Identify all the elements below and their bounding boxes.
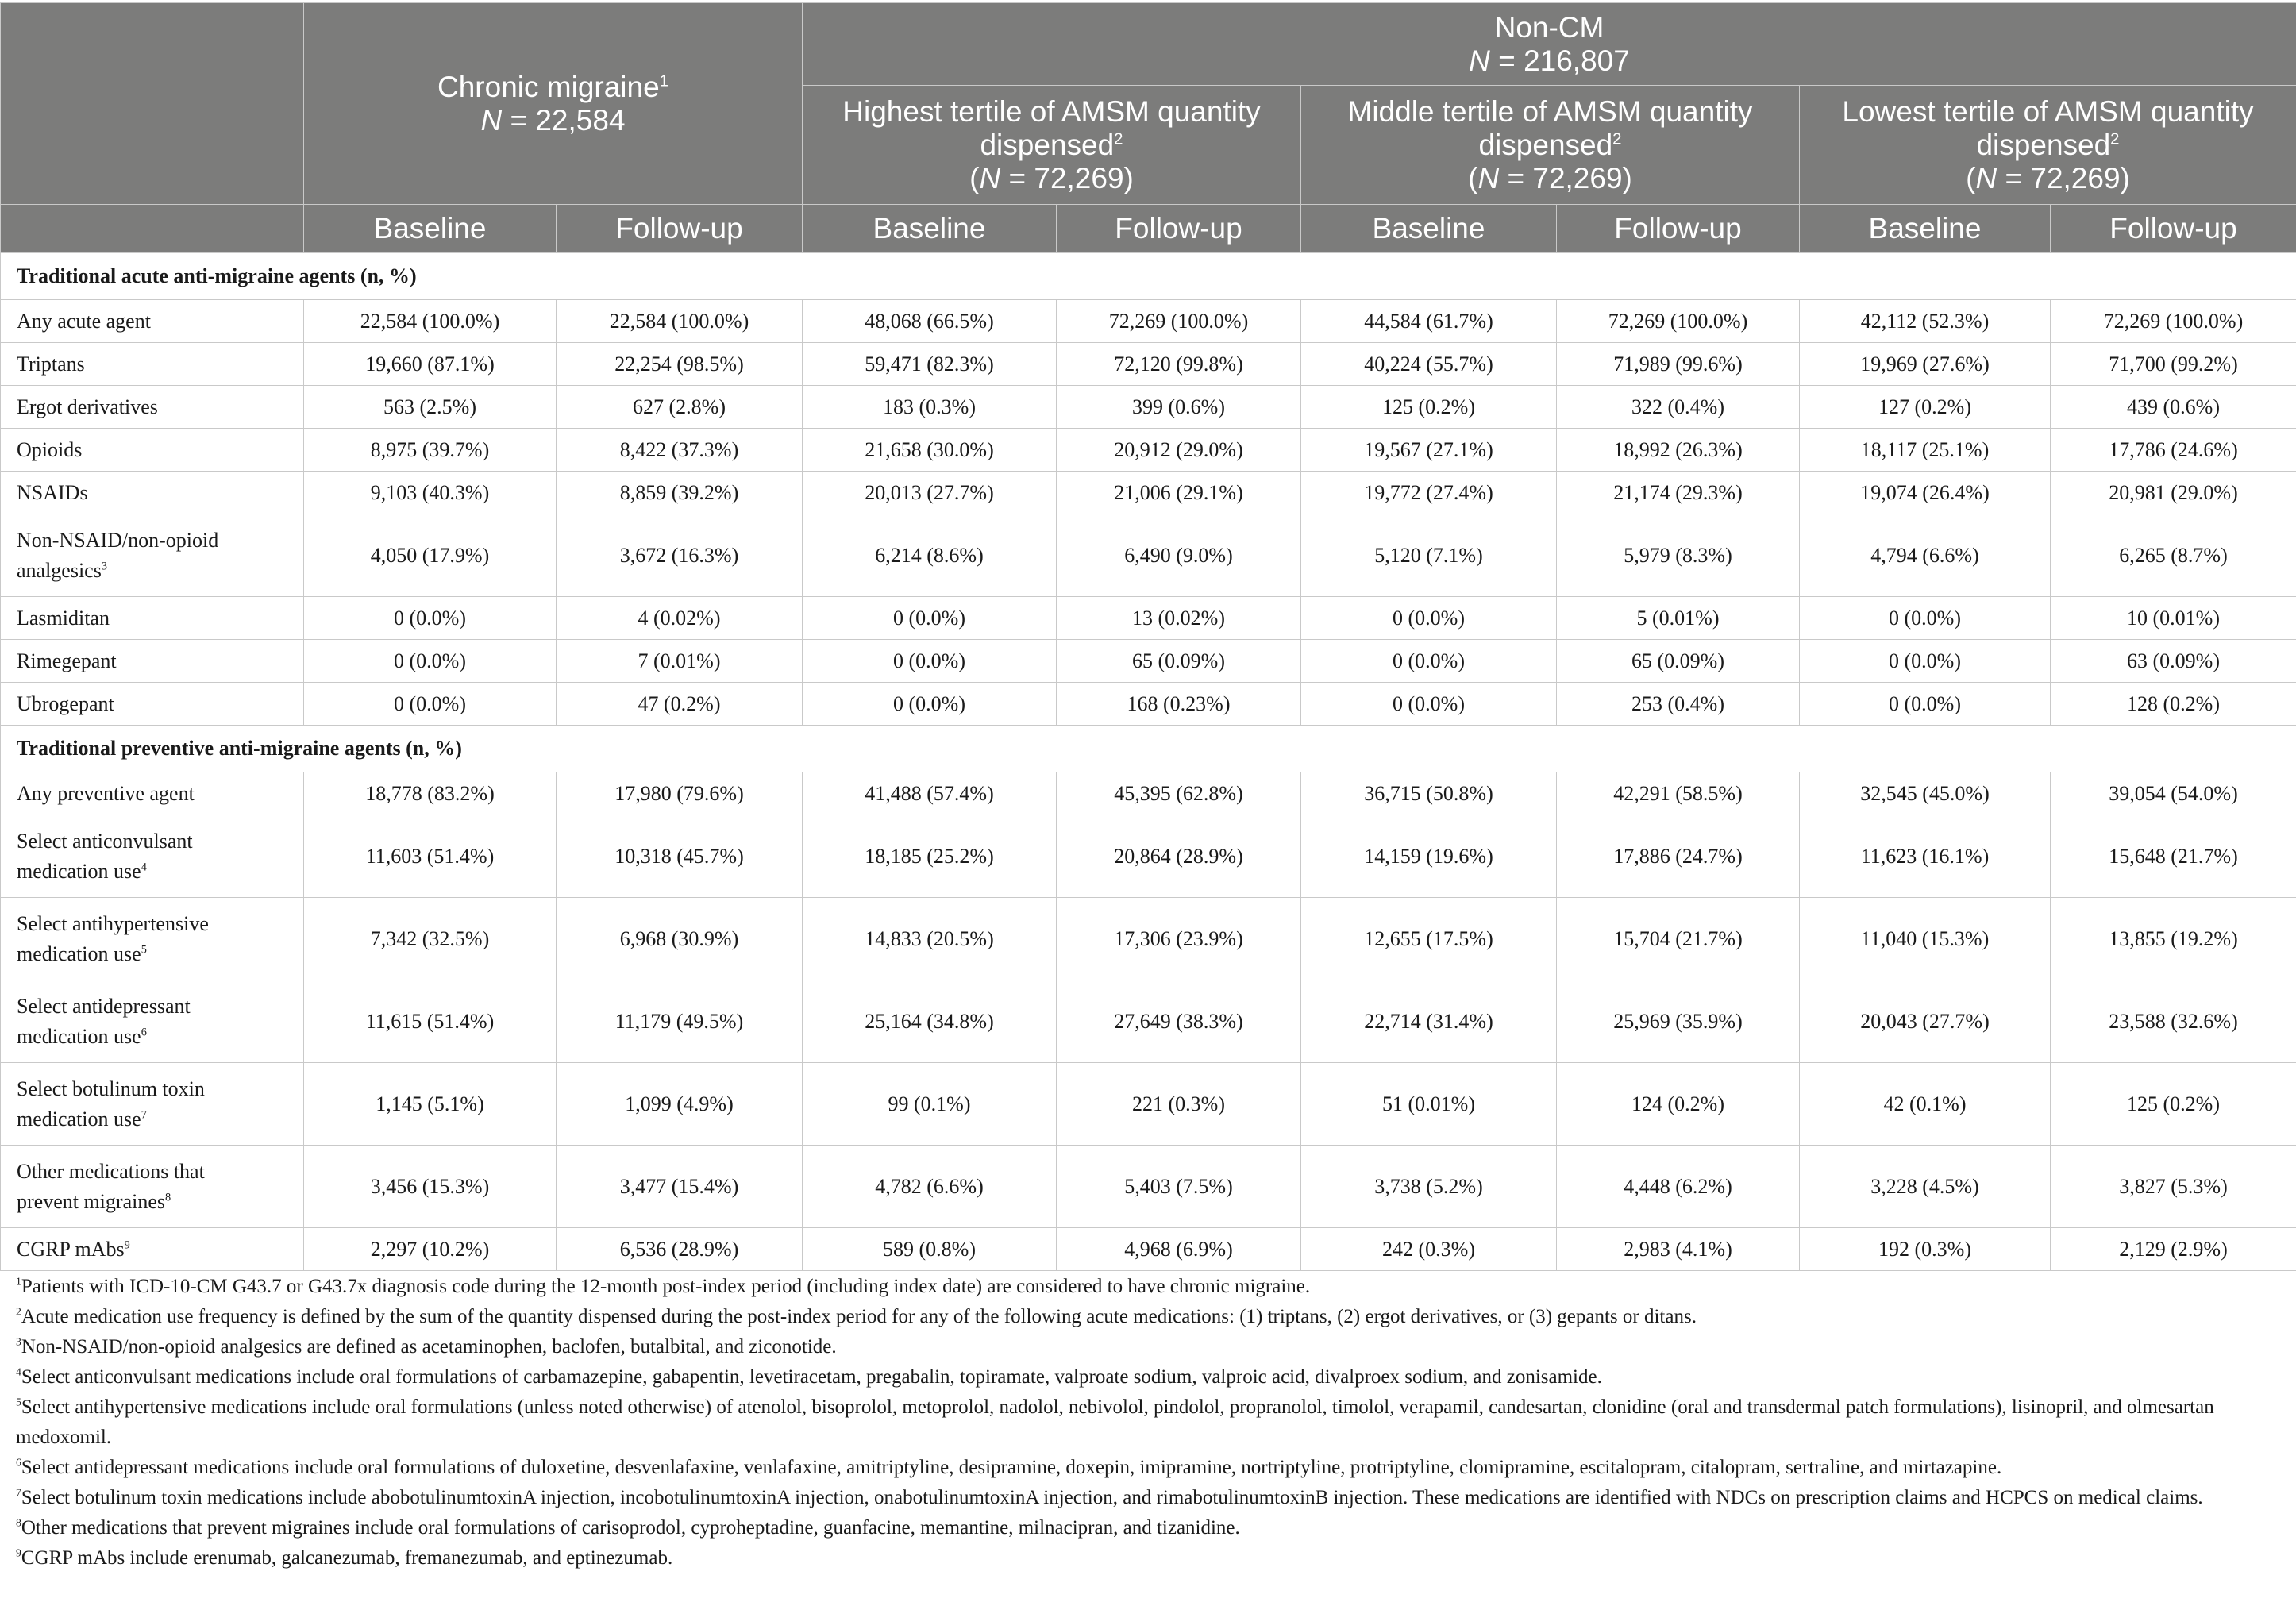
header-followup: Follow-up xyxy=(557,205,803,253)
table-cell: 439 (0.6%) xyxy=(2051,386,2296,429)
row-label: NSAIDs xyxy=(1,472,304,514)
table-cell: 399 (0.6%) xyxy=(1057,386,1301,429)
table-cell: 14,833 (20.5%) xyxy=(803,898,1057,980)
table-cell: 21,174 (29.3%) xyxy=(1557,472,1800,514)
table-cell: 65 (0.09%) xyxy=(1557,640,1800,683)
header-baseline: Baseline xyxy=(803,205,1057,253)
table-cell: 8,975 (39.7%) xyxy=(304,429,557,472)
table-row xyxy=(1,429,2296,472)
table-cell: 19,660 (87.1%) xyxy=(304,343,557,386)
table-cell: 15,704 (21.7%) xyxy=(1557,898,1800,980)
table-cell: 563 (2.5%) xyxy=(304,386,557,429)
section-title: Traditional preventive anti-migraine agents (n, %) xyxy=(1,726,2296,772)
table-cell: 242 (0.3%) xyxy=(1301,1228,1557,1271)
table-cell: 6,536 (28.9%) xyxy=(557,1228,803,1271)
table-row xyxy=(1,1146,2296,1228)
table-cell: 39,054 (54.0%) xyxy=(2051,772,2296,815)
footnote: $^2$Acute medication use frequency is defined by the sum of the quantity dispensed during the post-index period for any of the following acute medications: (1) triptans, (2) ergot derivatives, or (3) gepants or ditans. xyxy=(16,1305,1697,1327)
table-cell: 47 (0.2%) xyxy=(557,683,803,726)
table-cell: 6,214 (8.6%) xyxy=(803,514,1057,597)
header-blank xyxy=(1,205,304,253)
table-cell: 0 (0.0%) xyxy=(803,597,1057,640)
section-header-row xyxy=(1,726,2296,772)
footnote: $^4$Select anticonvulsant medications include oral formulations of carbamazepine, gabapentin, levetiracetam, pregabalin, topiramate, valproate sodium, valproic acid, divalproex sodium, and zonisamide. xyxy=(16,1365,1602,1388)
header-followup: Follow-up xyxy=(1057,205,1301,253)
table-body xyxy=(1,253,2296,1271)
table-cell: 2,129 (2.9%) xyxy=(2051,1228,2296,1271)
row-label: Select antihypertensive medication use$^5$ xyxy=(1,898,304,980)
table-cell: 27,649 (38.3%) xyxy=(1057,980,1301,1063)
table-cell: 48,068 (66.5%) xyxy=(803,300,1057,343)
table-row xyxy=(1,640,2296,683)
table-cell: 11,040 (15.3%) xyxy=(1800,898,2051,980)
row-label: Rimegepant xyxy=(1,640,304,683)
table-cell: 42 (0.1%) xyxy=(1800,1063,2051,1146)
table-cell: 14,159 (19.6%) xyxy=(1301,815,1557,898)
table-cell: 4,448 (6.2%) xyxy=(1557,1146,1800,1228)
header-baseline: Baseline xyxy=(1301,205,1557,253)
table-row xyxy=(1,772,2296,815)
table-cell: 19,567 (27.1%) xyxy=(1301,429,1557,472)
table-row xyxy=(1,514,2296,597)
table-row xyxy=(1,300,2296,343)
table-cell: 8,422 (37.3%) xyxy=(557,429,803,472)
table-row xyxy=(1,597,2296,640)
table-cell: 21,658 (30.0%) xyxy=(803,429,1057,472)
table-cell: 7,342 (32.5%) xyxy=(304,898,557,980)
table-cell: 25,164 (34.8%) xyxy=(803,980,1057,1063)
table-cell: 128 (0.2%) xyxy=(2051,683,2296,726)
row-label: Select antidepressant medication use$^6$ xyxy=(1,980,304,1063)
table-cell: 22,584 (100.0%) xyxy=(304,300,557,343)
table-cell: 125 (0.2%) xyxy=(2051,1063,2296,1146)
table-cell: 65 (0.09%) xyxy=(1057,640,1301,683)
table-cell: 2,297 (10.2%) xyxy=(304,1228,557,1271)
table-cell: 1,145 (5.1%) xyxy=(304,1063,557,1146)
footnotes xyxy=(16,1272,2286,1573)
table-cell: 6,490 (9.0%) xyxy=(1057,514,1301,597)
table-cell: 3,738 (5.2%) xyxy=(1301,1146,1557,1228)
header-followup: Follow-up xyxy=(1557,205,1800,253)
table-cell: 72,269 (100.0%) xyxy=(2051,300,2296,343)
table-cell: 5,120 (7.1%) xyxy=(1301,514,1557,597)
table-cell: 42,291 (58.5%) xyxy=(1557,772,1800,815)
table-cell: 44,584 (61.7%) xyxy=(1301,300,1557,343)
table-cell: 4 (0.02%) xyxy=(557,597,803,640)
table-cell: 0 (0.0%) xyxy=(304,683,557,726)
table-cell: 3,456 (15.3%) xyxy=(304,1146,557,1228)
table-cell: 19,074 (26.4%) xyxy=(1800,472,2051,514)
footnote: $^7$Select botulinum toxin medications include abobotulinumtoxinA injection, incobotulinumtoxinA injection, onabotulinumtoxinA injection, and rimabotulinumtoxinB injection. These medications are identified with NDCs on prescription claims and HCPCS on medical claims. xyxy=(16,1486,2203,1508)
table-cell: 20,864 (28.9%) xyxy=(1057,815,1301,898)
footnote: $^8$Other medications that prevent migraines include oral formulations of carisoprodol, cyproheptadine, guanfacine, memantine, milnacipran, and tizanidine. xyxy=(16,1516,1240,1539)
table-cell: 8,859 (39.2%) xyxy=(557,472,803,514)
table-row xyxy=(1,898,2296,980)
footnote: $^3$Non-NSAID/non-opioid analgesics are defined as acetaminophen, baclofen, butalbital, and ziconotide. xyxy=(16,1335,837,1358)
table-cell: 17,786 (24.6%) xyxy=(2051,429,2296,472)
table-cell: 72,120 (99.8%) xyxy=(1057,343,1301,386)
table-cell: 17,306 (23.9%) xyxy=(1057,898,1301,980)
table-cell: 36,715 (50.8%) xyxy=(1301,772,1557,815)
table-row xyxy=(1,980,2296,1063)
table-cell: 22,714 (31.4%) xyxy=(1301,980,1557,1063)
table-cell: 4,050 (17.9%) xyxy=(304,514,557,597)
table-cell: 71,989 (99.6%) xyxy=(1557,343,1800,386)
table-cell: 72,269 (100.0%) xyxy=(1057,300,1301,343)
table-cell: 127 (0.2%) xyxy=(1800,386,2051,429)
table-cell: 183 (0.3%) xyxy=(803,386,1057,429)
table-cell: 40,224 (55.7%) xyxy=(1301,343,1557,386)
medication-use-table xyxy=(0,2,2296,1271)
table-cell: 1,099 (4.9%) xyxy=(557,1063,803,1146)
table-cell: 5 (0.01%) xyxy=(1557,597,1800,640)
row-label: Select anticonvulsant medication use$^4$ xyxy=(1,815,304,898)
table-row xyxy=(1,1228,2296,1271)
table-cell: 2,983 (4.1%) xyxy=(1557,1228,1800,1271)
table-cell: 0 (0.0%) xyxy=(803,683,1057,726)
table-cell: 63 (0.09%) xyxy=(2051,640,2296,683)
footnote: $^6$Select antidepressant medications include oral formulations of duloxetine, desvenlafaxine, venlafaxine, amitriptyline, desipramine, doxepin, imipramine, nortriptyline, protriptyline, clomipramine, escitalopram, citalopram, sertraline, and mirtazapine. xyxy=(16,1456,2002,1478)
table-cell: 0 (0.0%) xyxy=(1301,683,1557,726)
table-cell: 11,179 (49.5%) xyxy=(557,980,803,1063)
row-label: Select botulinum toxin medication use$^7$ xyxy=(1,1063,304,1146)
table-cell: 13 (0.02%) xyxy=(1057,597,1301,640)
table-cell: 59,471 (82.3%) xyxy=(803,343,1057,386)
table-row xyxy=(1,1063,2296,1146)
table-cell: 10 (0.01%) xyxy=(2051,597,2296,640)
table-cell: 0 (0.0%) xyxy=(1800,683,2051,726)
table-cell: 22,584 (100.0%) xyxy=(557,300,803,343)
table-cell: 168 (0.23%) xyxy=(1057,683,1301,726)
table-cell: 18,117 (25.1%) xyxy=(1800,429,2051,472)
table-cell: 124 (0.2%) xyxy=(1557,1063,1800,1146)
header-baseline: Baseline xyxy=(304,205,557,253)
table-header xyxy=(1,3,2296,253)
table-cell: 4,782 (6.6%) xyxy=(803,1146,1057,1228)
table-cell: 41,488 (57.4%) xyxy=(803,772,1057,815)
table-cell: 51 (0.01%) xyxy=(1301,1063,1557,1146)
table-cell: 4,794 (6.6%) xyxy=(1800,514,2051,597)
row-label: Non-NSAID/non-opioid analgesics$^3$ xyxy=(1,514,304,597)
header-highest-tertile: Highest tertile of AMSM quantity dispensed$^2$ (N = 72,269) xyxy=(803,86,1301,205)
table-cell: 627 (2.8%) xyxy=(557,386,803,429)
table-cell: 3,672 (16.3%) xyxy=(557,514,803,597)
table-cell: 19,772 (27.4%) xyxy=(1301,472,1557,514)
table-cell: 20,013 (27.7%) xyxy=(803,472,1057,514)
table-cell: 18,992 (26.3%) xyxy=(1557,429,1800,472)
row-label: Other medications that prevent migraines$^8$ xyxy=(1,1146,304,1228)
table-cell: 125 (0.2%) xyxy=(1301,386,1557,429)
table-cell: 20,981 (29.0%) xyxy=(2051,472,2296,514)
table-cell: 253 (0.4%) xyxy=(1557,683,1800,726)
table-cell: 0 (0.0%) xyxy=(1800,597,2051,640)
table-cell: 9,103 (40.3%) xyxy=(304,472,557,514)
row-label: CGRP mAbs$^9$ xyxy=(1,1228,304,1271)
table-cell: 21,006 (29.1%) xyxy=(1057,472,1301,514)
table-cell: 20,043 (27.7%) xyxy=(1800,980,2051,1063)
table-cell: 22,254 (98.5%) xyxy=(557,343,803,386)
header-chronic-migraine: Chronic migraine$^1$ N = 22,584 xyxy=(304,3,803,205)
table-row xyxy=(1,815,2296,898)
table-row xyxy=(1,386,2296,429)
row-label: Opioids xyxy=(1,429,304,472)
header-lowest-tertile: Lowest tertile of AMSM quantity dispensed$^2$ (N = 72,269) xyxy=(1800,86,2296,205)
section-title: Traditional acute anti-migraine agents (n, %) xyxy=(1,253,2296,300)
table-cell: 0 (0.0%) xyxy=(803,640,1057,683)
table-cell: 10,318 (45.7%) xyxy=(557,815,803,898)
table-row xyxy=(1,343,2296,386)
table-cell: 192 (0.3%) xyxy=(1800,1228,2051,1271)
table-cell: 3,477 (15.4%) xyxy=(557,1146,803,1228)
footnote: $^5$Select antihypertensive medications include oral formulations (unless noted otherwise) of atenolol, bisoprolol, metoprolol, nadolol, nebivolol, pindolol, propranolol, timolol, verapamil, candesartan, clonidine (oral and transdermal patch formulations), lisinopril, and olmesartan medoxomil. xyxy=(16,1396,2214,1448)
table-cell: 20,912 (29.0%) xyxy=(1057,429,1301,472)
section-header-row xyxy=(1,253,2296,300)
header-baseline: Baseline xyxy=(1800,205,2051,253)
table-cell: 4,968 (6.9%) xyxy=(1057,1228,1301,1271)
table-cell: 3,827 (5.3%) xyxy=(2051,1146,2296,1228)
table-cell: 11,603 (51.4%) xyxy=(304,815,557,898)
table-cell: 17,886 (24.7%) xyxy=(1557,815,1800,898)
footnote: $^1$Patients with ICD-10-CM G43.7 or G43.7x diagnosis code during the 12-month post-index period (including index date) are considered to have chronic migraine. xyxy=(16,1275,1311,1297)
table-cell: 0 (0.0%) xyxy=(304,597,557,640)
table-row xyxy=(1,472,2296,514)
footnote: $^9$CGRP mAbs include erenumab, galcanezumab, fremanezumab, and eptinezumab. xyxy=(16,1546,673,1569)
header-followup: Follow-up xyxy=(2051,205,2296,253)
table-cell: 589 (0.8%) xyxy=(803,1228,1057,1271)
row-label: Triptans xyxy=(1,343,304,386)
table-cell: 99 (0.1%) xyxy=(803,1063,1057,1146)
table-cell: 5,979 (8.3%) xyxy=(1557,514,1800,597)
header-middle-tertile: Middle tertile of AMSM quantity dispensed$^2$ (N = 72,269) xyxy=(1301,86,1800,205)
table-cell: 13,855 (19.2%) xyxy=(2051,898,2296,980)
table-cell: 6,265 (8.7%) xyxy=(2051,514,2296,597)
table-cell: 0 (0.0%) xyxy=(1301,597,1557,640)
table-cell: 6,968 (30.9%) xyxy=(557,898,803,980)
table-cell: 3,228 (4.5%) xyxy=(1800,1146,2051,1228)
table-cell: 23,588 (32.6%) xyxy=(2051,980,2296,1063)
table-cell: 19,969 (27.6%) xyxy=(1800,343,2051,386)
row-label: Any preventive agent xyxy=(1,772,304,815)
table-cell: 11,615 (51.4%) xyxy=(304,980,557,1063)
table-cell: 25,969 (35.9%) xyxy=(1557,980,1800,1063)
table-cell: 221 (0.3%) xyxy=(1057,1063,1301,1146)
table-cell: 0 (0.0%) xyxy=(1301,640,1557,683)
table-cell: 17,980 (79.6%) xyxy=(557,772,803,815)
table-cell: 0 (0.0%) xyxy=(1800,640,2051,683)
table-cell: 15,648 (21.7%) xyxy=(2051,815,2296,898)
table-row xyxy=(1,683,2296,726)
table-cell: 32,545 (45.0%) xyxy=(1800,772,2051,815)
table-cell: 11,623 (16.1%) xyxy=(1800,815,2051,898)
table-cell: 0 (0.0%) xyxy=(304,640,557,683)
table-cell: 7 (0.01%) xyxy=(557,640,803,683)
table-cell: 71,700 (99.2%) xyxy=(2051,343,2296,386)
row-label: Lasmiditan xyxy=(1,597,304,640)
header-corner xyxy=(1,3,304,205)
table-cell: 18,185 (25.2%) xyxy=(803,815,1057,898)
table-cell: 322 (0.4%) xyxy=(1557,386,1800,429)
table-cell: 5,403 (7.5%) xyxy=(1057,1146,1301,1228)
table-cell: 12,655 (17.5%) xyxy=(1301,898,1557,980)
row-label: Any acute agent xyxy=(1,300,304,343)
header-non-cm: Non-CM N = 216,807 xyxy=(803,3,2296,86)
table-cell: 72,269 (100.0%) xyxy=(1557,300,1800,343)
row-label: Ubrogepant xyxy=(1,683,304,726)
table-cell: 42,112 (52.3%) xyxy=(1800,300,2051,343)
row-label: Ergot derivatives xyxy=(1,386,304,429)
table-cell: 18,778 (83.2%) xyxy=(304,772,557,815)
table-cell: 45,395 (62.8%) xyxy=(1057,772,1301,815)
